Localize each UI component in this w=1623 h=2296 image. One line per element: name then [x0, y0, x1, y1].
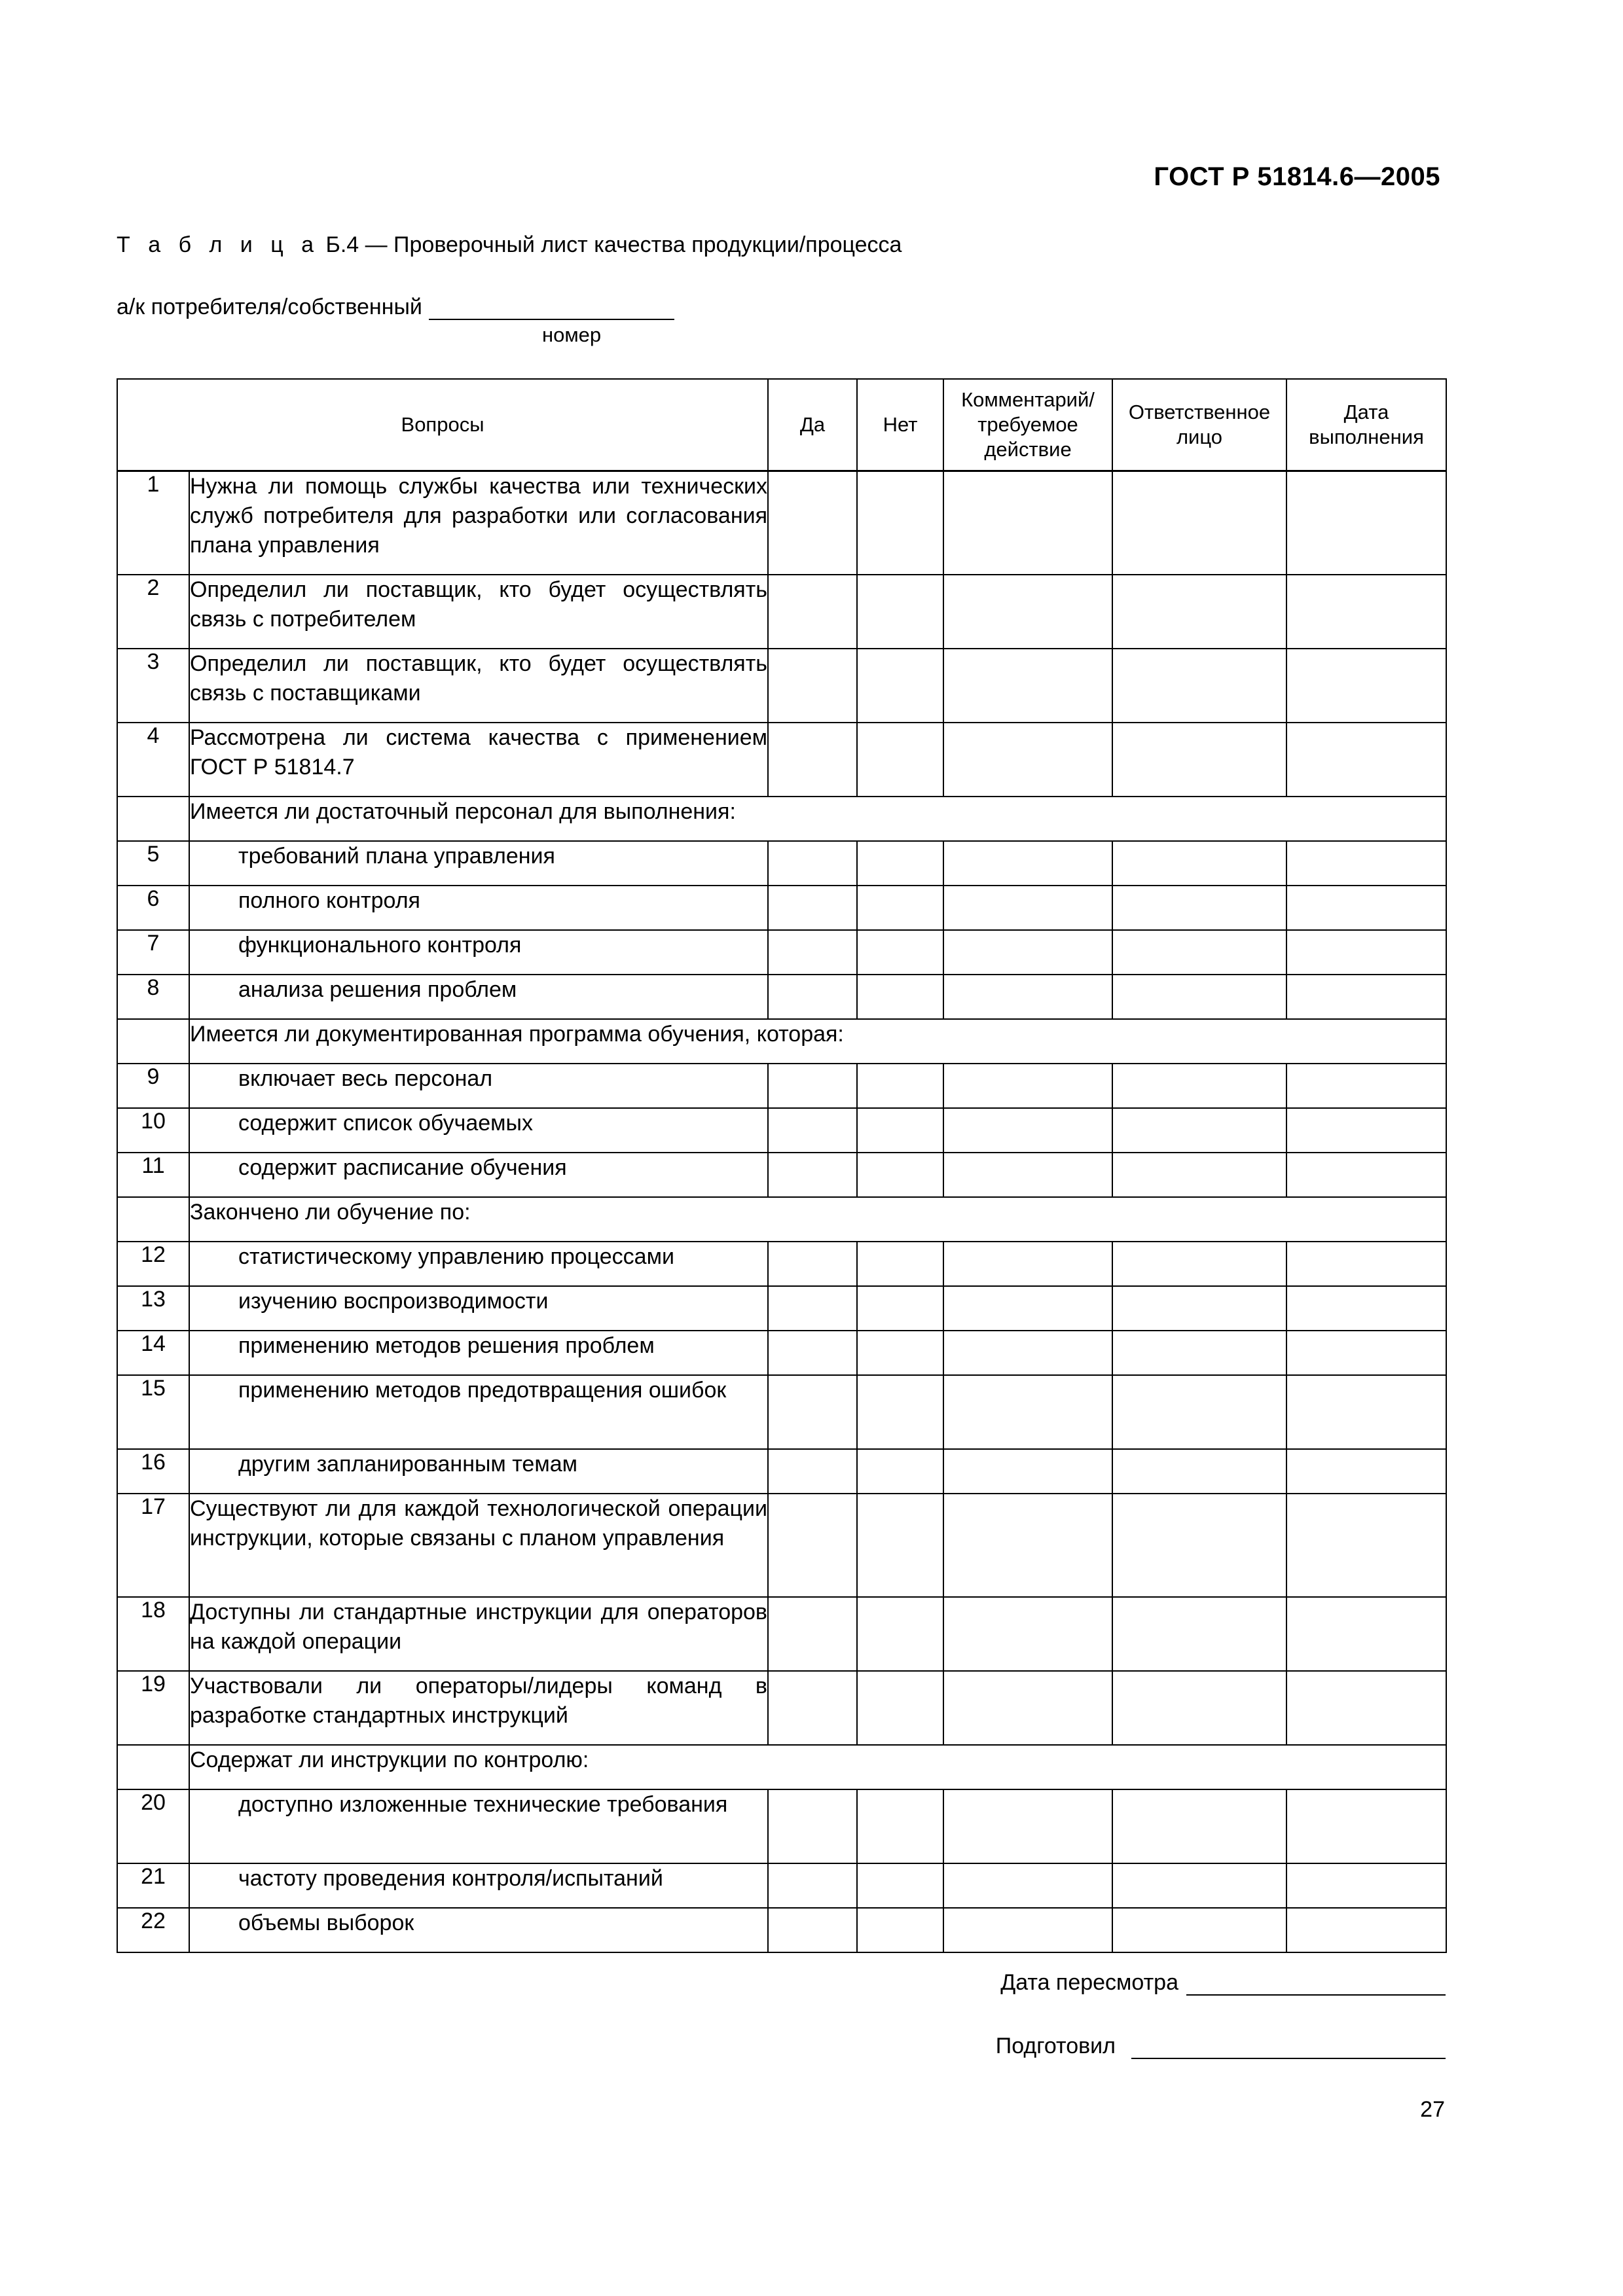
no-cell[interactable]: [857, 1863, 943, 1908]
no-cell[interactable]: [857, 471, 943, 575]
row-number: 20: [117, 1789, 189, 1863]
date-cell[interactable]: [1286, 1908, 1446, 1952]
row-question: Определил ли поставщик, кто будет осуществлять связь с поставщиками: [189, 649, 768, 723]
date-cell[interactable]: [1286, 1242, 1446, 1286]
yes-cell[interactable]: [768, 1789, 857, 1863]
table-row: [117, 1331, 1446, 1375]
no-cell[interactable]: [857, 575, 943, 649]
responsible-cell[interactable]: [1112, 723, 1286, 797]
table-row: [117, 1908, 1446, 1952]
responsible-cell[interactable]: [1112, 1331, 1286, 1375]
row-number: 9: [117, 1064, 189, 1108]
comment-cell[interactable]: [943, 471, 1112, 575]
date-cell[interactable]: [1286, 1375, 1446, 1449]
row-question: содержит список обучаемых: [189, 1108, 768, 1153]
no-cell[interactable]: [857, 930, 943, 975]
row-number: 12: [117, 1242, 189, 1286]
date-cell[interactable]: [1286, 649, 1446, 723]
review-date-field: [1000, 1970, 1446, 1996]
row-question: Участвовали ли операторы/лидеры команд в разработке стандартных инструкций: [189, 1671, 768, 1745]
prepared-by-field: [996, 2034, 1446, 2059]
section-heading: Содержат ли инструкции по контролю:: [189, 1745, 1446, 1789]
date-cell[interactable]: [1286, 1331, 1446, 1375]
section-number-cell: [117, 1019, 189, 1064]
comment-cell[interactable]: [943, 1375, 1112, 1449]
table-row: [117, 930, 1446, 975]
comment-cell[interactable]: [943, 1671, 1112, 1745]
no-cell[interactable]: [857, 1286, 943, 1331]
comment-cell[interactable]: [943, 1108, 1112, 1153]
table-row: [117, 1494, 1446, 1597]
responsible-cell[interactable]: [1112, 1449, 1286, 1494]
row-number: 4: [117, 723, 189, 797]
section-row: [117, 1745, 1446, 1789]
comment-cell[interactable]: [943, 723, 1112, 797]
table-row: [117, 1108, 1446, 1153]
review-date-blank[interactable]: [1186, 1972, 1446, 1996]
table-row: [117, 1064, 1446, 1108]
row-number: 2: [117, 575, 189, 649]
section-row: [117, 797, 1446, 841]
table-row: [117, 886, 1446, 930]
responsible-cell[interactable]: [1112, 1494, 1286, 1597]
owner-blank-line: [429, 296, 674, 320]
responsible-cell[interactable]: [1112, 1153, 1286, 1197]
row-question: Доступны ли стандартные инструкции для операторов на каждой операции: [189, 1597, 768, 1671]
responsible-cell[interactable]: [1112, 886, 1286, 930]
responsible-cell[interactable]: [1112, 1863, 1286, 1908]
comment-cell[interactable]: [943, 975, 1112, 1019]
comment-cell[interactable]: [943, 1286, 1112, 1331]
yes-cell[interactable]: [768, 1863, 857, 1908]
table-row: [117, 1375, 1446, 1449]
row-question: функционального контроля: [189, 930, 768, 975]
prepared-by-blank[interactable]: [1131, 2036, 1446, 2059]
yes-cell[interactable]: [768, 1597, 857, 1671]
no-cell[interactable]: [857, 723, 943, 797]
row-number: 13: [117, 1286, 189, 1331]
yes-cell[interactable]: [768, 1494, 857, 1597]
no-cell[interactable]: [857, 649, 943, 723]
row-question: Существуют ли для каждой технологической операции инструкции, которые связаны с планом управления: [189, 1494, 768, 1597]
comment-cell[interactable]: [943, 575, 1112, 649]
table-caption: [117, 232, 902, 258]
responsible-cell[interactable]: [1112, 1789, 1286, 1863]
date-cell[interactable]: [1286, 1108, 1446, 1153]
date-cell[interactable]: [1286, 1789, 1446, 1863]
date-cell[interactable]: [1286, 1494, 1446, 1597]
date-cell[interactable]: [1286, 1671, 1446, 1745]
section-number-cell: [117, 1197, 189, 1242]
header-comment-line3: действие: [984, 438, 1072, 461]
comment-cell[interactable]: [943, 1331, 1112, 1375]
row-question: требований плана управления: [189, 841, 768, 886]
yes-cell[interactable]: [768, 930, 857, 975]
date-cell[interactable]: [1286, 930, 1446, 975]
header-responsible: [1112, 379, 1286, 471]
date-cell[interactable]: [1286, 1064, 1446, 1108]
no-cell[interactable]: [857, 1108, 943, 1153]
yes-cell[interactable]: [768, 1286, 857, 1331]
date-cell[interactable]: [1286, 575, 1446, 649]
date-cell[interactable]: [1286, 886, 1446, 930]
owner-label: а/к потребителя/собственный: [117, 295, 422, 319]
yes-cell[interactable]: [768, 1449, 857, 1494]
header-responsible-line2: лицо: [1176, 425, 1223, 448]
yes-cell[interactable]: [768, 886, 857, 930]
row-question: доступно изложенные технические требования: [189, 1789, 768, 1863]
row-question: применению методов решения проблем: [189, 1331, 768, 1375]
responsible-cell[interactable]: [1112, 471, 1286, 575]
row-question: изучению воспроизводимости: [189, 1286, 768, 1331]
comment-cell[interactable]: [943, 1153, 1112, 1197]
yes-cell[interactable]: [768, 1242, 857, 1286]
checklist-table: [117, 378, 1447, 1953]
no-cell[interactable]: [857, 975, 943, 1019]
comment-cell[interactable]: [943, 886, 1112, 930]
yes-cell[interactable]: [768, 1908, 857, 1952]
table-caption-prefix: Т а б л и ц а: [117, 232, 320, 257]
row-question: Рассмотрена ли система качества с применением ГОСТ Р 51814.7: [189, 723, 768, 797]
responsible-cell[interactable]: [1112, 930, 1286, 975]
no-cell[interactable]: [857, 1494, 943, 1597]
prepared-by-label: Подготовил: [995, 2034, 1116, 2058]
table-row: [117, 471, 1446, 575]
no-cell[interactable]: [857, 1908, 943, 1952]
row-question: статистическому управлению процессами: [189, 1242, 768, 1286]
row-number: 1: [117, 471, 189, 575]
row-question: включает весь персонал: [189, 1064, 768, 1108]
no-cell[interactable]: [857, 1671, 943, 1745]
row-number: 21: [117, 1863, 189, 1908]
table-row: [117, 1671, 1446, 1745]
table-row: [117, 1863, 1446, 1908]
comment-cell[interactable]: [943, 1789, 1112, 1863]
owner-field: [117, 295, 674, 320]
date-cell[interactable]: [1286, 1449, 1446, 1494]
responsible-cell[interactable]: [1112, 1242, 1286, 1286]
comment-cell[interactable]: [943, 1064, 1112, 1108]
no-cell[interactable]: [857, 1153, 943, 1197]
table-row: [117, 575, 1446, 649]
owner-hint: номер: [542, 323, 602, 346]
row-number: 6: [117, 886, 189, 930]
row-number: 8: [117, 975, 189, 1019]
row-question: частоту проведения контроля/испытаний: [189, 1863, 768, 1908]
yes-cell[interactable]: [768, 841, 857, 886]
header-comment-line2: требуемое: [977, 413, 1078, 436]
responsible-cell[interactable]: [1112, 1375, 1286, 1449]
section-number-cell: [117, 1745, 189, 1789]
no-cell[interactable]: [857, 886, 943, 930]
yes-cell[interactable]: [768, 1671, 857, 1745]
comment-cell[interactable]: [943, 1597, 1112, 1671]
header-yes: Да: [768, 379, 857, 471]
row-number: 11: [117, 1153, 189, 1197]
date-cell[interactable]: [1286, 1863, 1446, 1908]
row-number: 19: [117, 1671, 189, 1745]
row-number: 22: [117, 1908, 189, 1952]
no-cell[interactable]: [857, 1449, 943, 1494]
yes-cell[interactable]: [768, 1153, 857, 1197]
table-row: [117, 1789, 1446, 1863]
comment-cell[interactable]: [943, 930, 1112, 975]
header-questions: Вопросы: [117, 379, 768, 471]
section-heading: Имеется ли достаточный персонал для выполнения:: [189, 797, 1446, 841]
row-number: 18: [117, 1597, 189, 1671]
yes-cell[interactable]: [768, 1064, 857, 1108]
row-number: 5: [117, 841, 189, 886]
row-number: 7: [117, 930, 189, 975]
review-date-label: Дата пересмотра: [1000, 1970, 1178, 1995]
table-row: [117, 1597, 1446, 1671]
no-cell[interactable]: [857, 1597, 943, 1671]
table-row: [117, 975, 1446, 1019]
table-row: [117, 1242, 1446, 1286]
section-number-cell: [117, 797, 189, 841]
date-cell[interactable]: [1286, 975, 1446, 1019]
row-question: другим запланированным темам: [189, 1449, 768, 1494]
date-cell[interactable]: [1286, 1597, 1446, 1671]
date-cell[interactable]: [1286, 1286, 1446, 1331]
responsible-cell[interactable]: [1112, 649, 1286, 723]
table-row: [117, 1153, 1446, 1197]
section-heading: Имеется ли документированная программа обучения, которая:: [189, 1019, 1446, 1064]
row-number: 14: [117, 1331, 189, 1375]
responsible-cell[interactable]: [1112, 1108, 1286, 1153]
row-number: 15: [117, 1375, 189, 1449]
header-date: [1286, 379, 1446, 471]
row-question: объемы выборок: [189, 1908, 768, 1952]
comment-cell[interactable]: [943, 649, 1112, 723]
row-question: применению методов предотвращения ошибок: [189, 1375, 768, 1449]
table-row: [117, 649, 1446, 723]
no-cell[interactable]: [857, 1331, 943, 1375]
header-date-line2: выполнения: [1309, 425, 1424, 448]
row-number: 3: [117, 649, 189, 723]
table-row: [117, 1286, 1446, 1331]
comment-cell[interactable]: [943, 1494, 1112, 1597]
yes-cell[interactable]: [768, 975, 857, 1019]
page-number: 27: [1420, 2097, 1445, 2122]
yes-cell[interactable]: [768, 723, 857, 797]
table-row: [117, 1449, 1446, 1494]
yes-cell[interactable]: [768, 1375, 857, 1449]
date-cell[interactable]: [1286, 841, 1446, 886]
row-question: содержит расписание обучения: [189, 1153, 768, 1197]
responsible-cell[interactable]: [1112, 975, 1286, 1019]
table-row: [117, 723, 1446, 797]
responsible-cell[interactable]: [1112, 1286, 1286, 1331]
header-responsible-line1: Ответственное: [1128, 401, 1271, 423]
responsible-cell[interactable]: [1112, 1597, 1286, 1671]
row-question: анализа решения проблем: [189, 975, 768, 1019]
responsible-cell[interactable]: [1112, 841, 1286, 886]
header-no: Нет: [857, 379, 943, 471]
no-cell[interactable]: [857, 1375, 943, 1449]
row-question: Нужна ли помощь службы качества или технических служб потребителя для разработки или согласования плана управления: [189, 471, 768, 575]
section-heading: Закончено ли обучение по:: [189, 1197, 1446, 1242]
header-comment-line1: Комментарий/: [961, 388, 1095, 411]
section-row: [117, 1019, 1446, 1064]
yes-cell[interactable]: [768, 575, 857, 649]
no-cell[interactable]: [857, 1064, 943, 1108]
date-cell[interactable]: [1286, 1153, 1446, 1197]
table-caption-text: Б.4 — Проверочный лист качества продукции/процесса: [325, 232, 902, 257]
comment-cell[interactable]: [943, 1449, 1112, 1494]
no-cell[interactable]: [857, 841, 943, 886]
comment-cell[interactable]: [943, 1242, 1112, 1286]
row-number: 16: [117, 1449, 189, 1494]
header-date-line1: Дата: [1343, 401, 1389, 423]
date-cell[interactable]: [1286, 471, 1446, 575]
date-cell[interactable]: [1286, 723, 1446, 797]
table-row: [117, 841, 1446, 886]
no-cell[interactable]: [857, 1242, 943, 1286]
yes-cell[interactable]: [768, 649, 857, 723]
row-question: полного контроля: [189, 886, 768, 930]
section-row: [117, 1197, 1446, 1242]
row-number: 17: [117, 1494, 189, 1597]
comment-cell[interactable]: [943, 1908, 1112, 1952]
responsible-cell[interactable]: [1112, 1671, 1286, 1745]
header-comment: [943, 379, 1112, 471]
yes-cell[interactable]: [768, 1331, 857, 1375]
responsible-cell[interactable]: [1112, 575, 1286, 649]
responsible-cell[interactable]: [1112, 1064, 1286, 1108]
responsible-cell[interactable]: [1112, 1908, 1286, 1952]
yes-cell[interactable]: [768, 1108, 857, 1153]
row-question: Определил ли поставщик, кто будет осуществлять связь с потребителем: [189, 575, 768, 649]
no-cell[interactable]: [857, 1789, 943, 1863]
comment-cell[interactable]: [943, 841, 1112, 886]
row-number: 10: [117, 1108, 189, 1153]
standard-code: ГОСТ Р 51814.6—2005: [1154, 162, 1440, 191]
comment-cell[interactable]: [943, 1863, 1112, 1908]
yes-cell[interactable]: [768, 471, 857, 575]
table-header-row: [117, 379, 1446, 471]
